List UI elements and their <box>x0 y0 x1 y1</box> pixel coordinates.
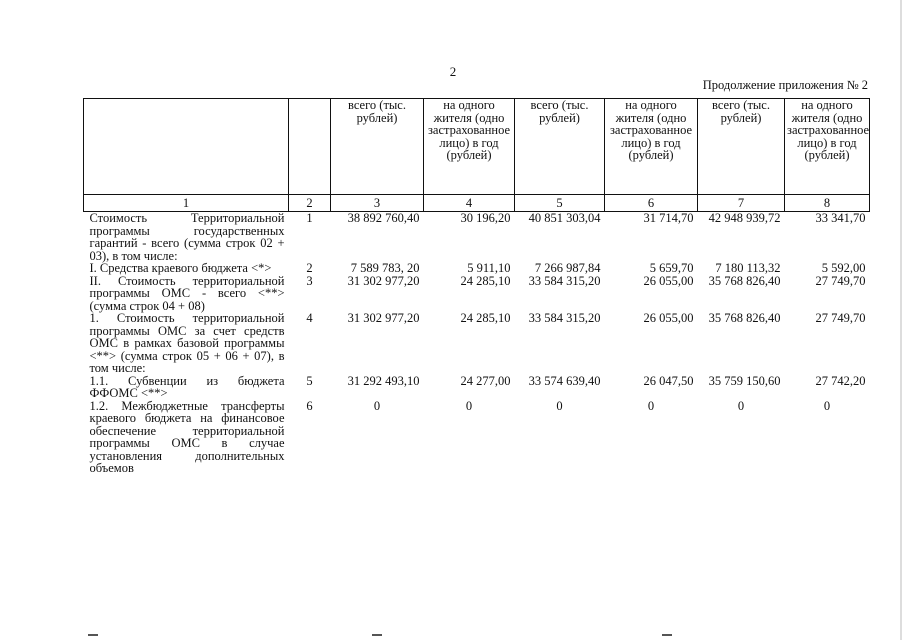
header-cell-total: всего (тыс. рублей) <box>331 99 424 195</box>
value-cell: 31 302 977,20 <box>347 311 420 325</box>
row-code: 5 <box>306 373 313 388</box>
column-number: 1 <box>84 195 289 212</box>
column-number: 8 <box>785 195 870 212</box>
financing-table <box>83 98 870 475</box>
column-number: 3 <box>331 195 424 212</box>
column-number: 7 <box>698 195 785 212</box>
value-cell: 7 589 783, 20 <box>350 261 420 275</box>
value-cell: 7 180 113,32 <box>715 261 781 275</box>
value-cell: 24 277,00 <box>460 373 511 388</box>
column-number: 6 <box>605 195 698 212</box>
value-cell: 5 659,70 <box>649 261 694 275</box>
row-name: 1.2. Межбюджетные трансферты краевого бюджета на финансовое обеспечение территориальной программы ОМС в случае установления дополнительных объемов <box>89 398 285 475</box>
table-row <box>84 262 870 275</box>
header-cell-name <box>84 99 289 195</box>
value-cell: 0 <box>465 398 473 413</box>
value-cell: 27 742,20 <box>815 373 866 388</box>
value-cell: 30 196,20 <box>460 211 511 225</box>
table-row <box>84 400 870 475</box>
scan-bottom-marks <box>0 634 906 640</box>
value-cell: 35 768 826,40 <box>708 311 781 325</box>
row-name: I. Средства краевого бюджета <*> <box>89 261 272 275</box>
value-cell: 27 749,70 <box>815 311 866 325</box>
row-code: 3 <box>306 273 313 288</box>
scan-edge-shadow <box>900 0 902 640</box>
row-code: 1 <box>306 211 313 225</box>
value-cell: 5 911,10 <box>467 261 511 275</box>
header-cell-per-capita: на одного жителя (одно застрахованное лицо) в год (рублей) <box>605 99 698 195</box>
table-row <box>84 375 870 400</box>
header-row <box>84 99 870 195</box>
value-cell: 26 055,00 <box>643 273 694 288</box>
row-code: 4 <box>306 311 313 325</box>
row-name: 1. Стоимость территориальной программы ОМС за счет средств ОМС в рамках базовой программы <**> (сумма строк 05 + 06 + 07), в том числе: <box>89 311 285 375</box>
value-cell: 31 292 493,10 <box>347 373 420 388</box>
row-code: 2 <box>306 261 313 275</box>
value-cell: 26 047,50 <box>643 373 694 388</box>
value-cell: 33 574 639,40 <box>528 373 601 388</box>
header-cell-total: всего (тыс. рублей) <box>515 99 605 195</box>
value-cell: 0 <box>647 398 655 413</box>
value-cell: 7 266 987,84 <box>534 261 601 275</box>
value-cell: 31 714,70 <box>643 211 694 225</box>
column-number: 2 <box>289 195 331 212</box>
value-cell: 5 592,00 <box>821 261 866 275</box>
continuation-caption: Продолжение приложения № 2 <box>702 78 868 92</box>
scan-mark <box>662 634 672 636</box>
column-number: 4 <box>424 195 515 212</box>
value-cell: 31 302 977,20 <box>347 273 420 288</box>
header-cell-code <box>289 99 331 195</box>
row-name: II. Стоимость территориальной программы ОМС - всего <**> (сумма строк 04 + 08) <box>89 273 285 313</box>
table-row <box>84 312 870 375</box>
value-cell: 33 584 315,20 <box>528 273 601 288</box>
value-cell: 38 892 760,40 <box>347 211 420 225</box>
value-cell: 0 <box>373 398 381 413</box>
page-number: 2 <box>449 64 457 79</box>
column-number-row <box>84 195 870 212</box>
row-name: Стоимость Территориальной программы государственных гарантий - всего (сумма строк 02 + 03), в том числе: <box>89 211 285 263</box>
value-cell: 27 749,70 <box>815 273 866 288</box>
value-cell: 40 851 303,04 <box>528 211 601 225</box>
value-cell: 0 <box>556 398 563 413</box>
table-row <box>84 275 870 313</box>
value-cell: 35 768 826,40 <box>708 273 781 288</box>
table-row <box>84 212 870 263</box>
scan-mark <box>372 634 382 636</box>
value-cell: 33 584 315,20 <box>528 311 601 325</box>
value-cell: 24 285,10 <box>460 311 511 325</box>
value-cell: 24 285,10 <box>460 273 511 288</box>
scan-mark <box>88 634 98 636</box>
header-cell-per-capita: на одного жителя (одно застрахованное лицо) в год (рублей) <box>785 99 870 195</box>
value-cell: 0 <box>737 398 745 413</box>
value-cell: 42 948 939,72 <box>708 211 781 225</box>
header-cell-per-capita: на одного жителя (одно застрахованное лицо) в год (рублей) <box>424 99 515 195</box>
value-cell: 0 <box>823 398 831 413</box>
value-cell: 33 341,70 <box>815 211 866 225</box>
value-cell: 35 759 150,60 <box>708 373 781 388</box>
row-name: 1.1. Субвенции из бюджета ФФОМС <**> <box>89 373 285 400</box>
column-number: 5 <box>515 195 605 212</box>
row-code: 6 <box>306 398 313 413</box>
header-cell-total: всего (тыс. рублей) <box>698 99 785 195</box>
value-cell: 26 055,00 <box>643 311 694 325</box>
